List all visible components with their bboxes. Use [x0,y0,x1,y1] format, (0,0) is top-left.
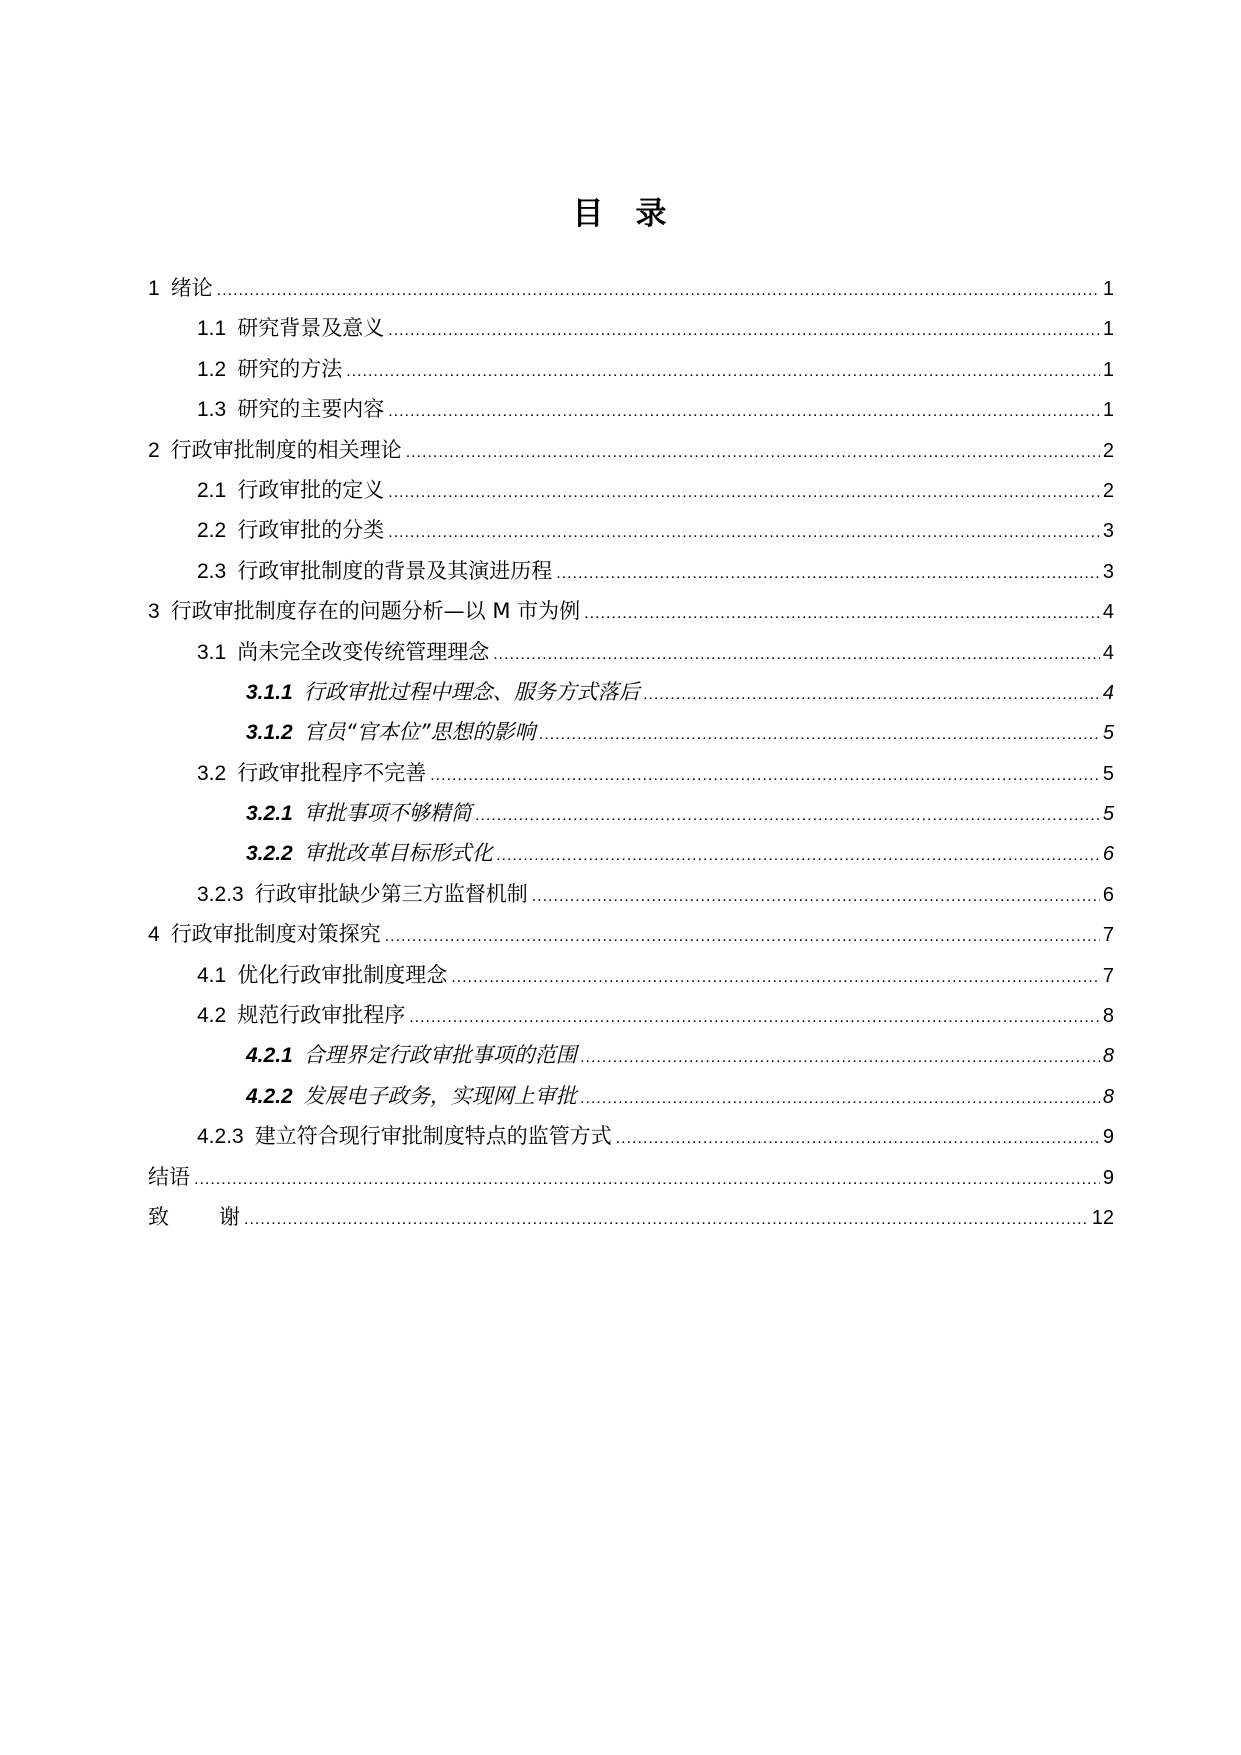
toc-entry-acknowledgements[interactable] [148,1197,1114,1237]
page-title [0,194,1241,234]
toc-entry-number: 4 [148,923,160,947]
dot-leader [388,392,1100,432]
toc-entry-title-char-2: 谢 [219,1204,240,1229]
dot-leader [451,958,1100,998]
toc-entry-conclusion[interactable] [148,1157,1114,1197]
table-of-contents [148,268,1114,1237]
dot-leader [346,352,1100,392]
toc-entry-page: 4 [1102,601,1114,624]
dot-leader [584,594,1100,634]
toc-entry[interactable] [148,833,1114,873]
toc-entry[interactable] [148,712,1114,752]
toc-entry-title: 规范行政审批程序 [237,1003,406,1028]
toc-entry-number: 3.1.1 [246,680,293,704]
toc-entry-page: 4 [1102,641,1114,664]
toc-entry[interactable] [148,672,1114,712]
toc-entry-title: 行政审批程序不完善 [237,760,427,785]
toc-entry-title: 优化行政审批制度理念 [237,962,448,987]
toc-entry-title: 官员“官本位”思想的影响 [303,720,536,745]
toc-entry-number: 2.2 [197,519,227,543]
toc-entry-number: 3.2.1 [246,802,293,826]
toc-entry-title: 行政审批过程中理念、服务方式落后 [303,679,640,704]
toc-entry-page: 1 [1102,399,1114,422]
toc-entry-title [148,1197,240,1237]
toc-entry-page: 8 [1102,1045,1114,1068]
dot-leader [497,836,1100,876]
toc-entry-title: 行政审批的分类 [237,518,385,543]
toc-entry-title: 结语 [148,1164,190,1189]
toc-entry-page: 7 [1102,964,1114,987]
toc-entry-title: 行政审批制度对策探究 [170,922,381,947]
toc-entry-page: 7 [1102,924,1114,947]
dot-leader [476,796,1100,836]
dot-leader [406,433,1100,473]
toc-entry[interactable] [148,955,1114,995]
toc-entry-number: 4.1 [197,963,227,987]
toc-entry-title: 审批改革目标形式化 [303,841,493,866]
dot-leader [388,513,1100,553]
toc-entry-title-char-1: 致 [148,1204,169,1229]
toc-entry-title: 行政审批制度存在的问题分析—以 M 市为例 [170,599,581,624]
toc-entry[interactable] [148,268,1114,308]
toc-entry-number: 1 [148,277,160,300]
toc-entry-page: 1 [1102,278,1114,300]
dot-leader [532,877,1100,917]
dot-leader [539,715,1099,755]
toc-entry-number: 2.3 [197,559,227,583]
toc-entry-number: 4.2.1 [246,1044,293,1068]
toc-entry-page: 2 [1102,479,1114,502]
toc-entry-number: 1.1 [197,317,227,341]
toc-entry-page: 1 [1102,358,1114,381]
toc-entry-number: 1.3 [197,398,227,422]
toc-entry[interactable] [148,1116,1114,1156]
toc-entry-page: 3 [1102,520,1114,543]
toc-entry[interactable] [148,995,1114,1035]
toc-entry-title: 行政审批制度的背景及其演进历程 [237,558,553,583]
toc-entry-number: 3.2 [197,761,227,785]
dot-leader [430,756,1100,796]
toc-entry-page: 3 [1102,560,1114,583]
toc-entry-page: 8 [1102,1005,1114,1028]
toc-entry-number: 4.2.2 [246,1084,293,1108]
toc-entry[interactable] [148,793,1114,833]
toc-entry-number: 2 [148,438,160,462]
toc-entry-number: 2.1 [197,478,227,502]
toc-entry-page: 9 [1102,1166,1114,1189]
toc-entry-page: 9 [1102,1126,1114,1149]
toc-entry-title: 绪论 [170,276,213,300]
toc-entry-page: 4 [1102,681,1114,704]
toc-entry[interactable] [148,308,1114,348]
toc-entry-page: 12 [1091,1206,1114,1229]
toc-entry[interactable] [148,510,1114,550]
toc-entry-title: 研究的主要内容 [237,397,385,422]
toc-entry-title: 行政审批缺少第三方监督机制 [254,881,528,906]
toc-entry-page: 5 [1102,762,1114,785]
toc-entry-number: 3 [148,600,160,624]
toc-entry-number: 3.1 [197,640,227,664]
dot-leader [244,1200,1089,1240]
dot-leader [581,1079,1100,1119]
dot-leader [581,1038,1100,1078]
toc-entry-title: 审批事项不够精简 [303,801,472,826]
toc-entry-page: 5 [1102,803,1114,826]
toc-entry[interactable] [148,349,1114,389]
toc-entry[interactable] [148,914,1114,954]
title-char-1: 目 [572,196,606,232]
dot-leader [644,675,1100,715]
dot-leader [217,271,1100,311]
toc-entry[interactable] [148,551,1114,591]
dot-leader [388,311,1100,351]
toc-entry-title: 研究的方法 [237,356,343,381]
toc-entry-number: 4.2 [197,1004,227,1028]
toc-entry-page: 6 [1102,883,1114,906]
toc-entry[interactable] [148,389,1114,429]
toc-entry-page: 6 [1102,843,1114,866]
dot-leader [616,1119,1100,1159]
toc-entry-page: 5 [1102,722,1114,745]
toc-entry-page: 2 [1102,439,1114,462]
dot-leader [409,998,1100,1038]
toc-entry[interactable] [148,1035,1114,1075]
toc-entry-number: 3.1.2 [246,721,293,745]
toc-entry-title: 行政审批的定义 [237,477,385,502]
dot-leader [385,917,1100,957]
toc-entry-title: 研究背景及意义 [237,316,385,341]
dot-leader [194,1160,1100,1200]
toc-entry[interactable] [148,470,1114,510]
toc-entry-title: 尚未完全改变传统管理理念 [237,639,490,664]
toc-entry[interactable] [148,753,1114,793]
toc-entry-title: 发展电子政务，实现网上审批 [303,1083,577,1108]
dot-leader [493,635,1100,675]
toc-entry-title: 建立符合现行审批制度特点的监管方式 [254,1124,612,1149]
toc-entry-title: 行政审批制度的相关理论 [170,437,402,462]
toc-entry-title: 合理界定行政审批事项的范围 [303,1043,577,1068]
toc-entry-number: 3.2.2 [246,842,293,866]
title-char-2: 录 [635,196,669,232]
toc-entry[interactable] [148,1076,1114,1116]
dot-leader [556,554,1100,594]
toc-entry[interactable] [148,591,1114,631]
toc-entry[interactable] [148,430,1114,470]
toc-entry[interactable] [148,874,1114,914]
toc-entry-number: 4.2.3 [197,1125,244,1149]
toc-entry-page: 8 [1102,1085,1114,1108]
toc-entry-page: 1 [1102,318,1114,341]
toc-entry-number: 1.2 [197,357,227,381]
dot-leader [388,473,1100,513]
toc-entry-number: 3.2.3 [197,882,244,906]
toc-entry[interactable] [148,632,1114,672]
